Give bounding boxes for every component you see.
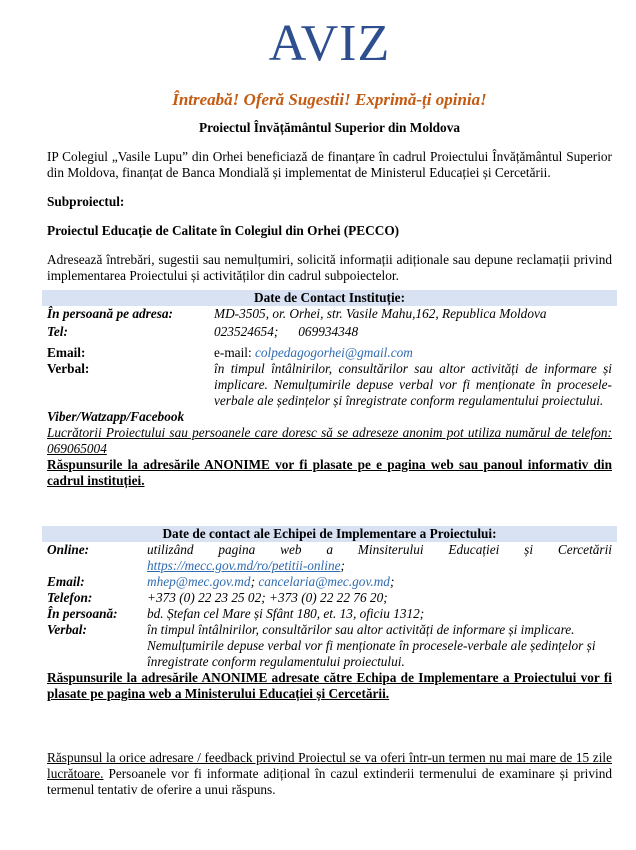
team-telefon-row [47,590,612,606]
link-semicolon: ; [340,558,345,573]
footer-underlined-text: Răspunsul la orice adresare / feedback privind Proiectul se va oferi într-un termen nu mai mare de 15 zile lucrătoare. [47,750,612,781]
institution-tel-2: 069934348 [298,324,359,339]
spacer [47,702,612,750]
page-title: AVIZ [268,15,391,72]
institution-in-person-row [47,306,612,322]
document-page [47,0,612,798]
team-in-person-row [47,606,612,622]
spacer [47,489,612,520]
team-online-label: Online: [47,542,90,557]
institution-email-prefix: e-mail: [214,345,255,360]
institution-contact-header: Date de Contact Instituție: [42,290,617,306]
address-paragraph: Adresează întrebări, sugestii sau nemulțumiri, solicită informații adiționale sau depune reclamații privind implementarea Proiectului și activităților din cadrul subpoiectelor. [47,252,612,283]
institution-email-link[interactable]: colpedagogorhei@gmail.com [254,345,413,360]
team-online-link-wrap [147,558,612,574]
institution-in-person-label: În persoană pe adresa: [47,306,173,321]
team-email-2-link[interactable]: cancelaria@mec.gov.md [258,574,390,589]
team-verbal-row [47,622,612,670]
team-anon-notice: Răspunsurile la adresările ANONIME adresate către Echipa de Implementare a Proiectului vor fi plasate pe pagina web a Ministerului Educației și Cercetării. [47,670,612,701]
viber-label: Viber/Watzapp/Facebook [47,409,185,424]
team-email-1-link[interactable]: mhep@mec.gov.md [147,574,251,589]
footer-paragraph [47,750,612,798]
project-title: Proiectul Învățământul Superior din Moldova [198,120,461,135]
institution-email-value [214,345,612,361]
institution-tel-1: 023524654; [214,324,279,339]
viber-text: Lucrătorii Proiectului sau persoanele care doresc să se adreseze anonim pot utiliza numărul de telefon: 069065004 [47,425,612,456]
team-email-row [47,574,612,590]
intro-paragraph: IP Colegiul „Vasile Lupu” din Orhei beneficiază de finanțare în cadrul Proiectului Învățământul Superior din Moldova, finanțat de Banca Mondială și implementat de Ministerul Educației și Cercetării. [47,149,612,180]
institution-verbal-row [47,361,612,409]
institution-anon-notice: Răspunsurile la adresările ANONIME vor fi plasate pe e pagina web sau panoul informativ din cadrul instituției. [47,457,612,488]
footer-rest-text: Persoanele vor fi informate adițional în cazul extinderii termenului de examinare și privind termenul tentativ de oferire a unui răspuns. [47,766,612,797]
institution-email-row [47,345,612,361]
slogan: Întreabă! Oferă Sugestii! Exprimă-ți opinia! [172,90,487,109]
institution-in-person-value: MD-3505, or. Orhei, str. Vasile Mahu,162, Republica Moldova [214,306,547,321]
team-online-link-row [47,558,612,574]
subproject-label: Subproiectul: [47,194,125,209]
petitii-online-link[interactable]: https://mecc.gov.md/ro/petitii-online [147,558,341,573]
team-in-person-value: bd. Ștefan cel Mare și Sfânt 180, et. 13, oficiu 1312; [147,606,425,621]
institution-email-label: Email: [47,345,86,360]
institution-tel-label: Tel: [47,324,68,339]
team-telefon-label: Telefon: [47,590,93,605]
subproject-name: Proiectul Educație de Calitate în Colegiul din Orhei (PECCO) [47,223,400,238]
team-email-label: Email: [47,574,85,589]
team-email-value: mhep@mec.gov.md; cancelaria@mec.gov.md; [147,574,395,589]
team-online-value: utilizând pagina web a Minsiterului Educației și Cercetării [147,542,612,557]
team-online-row [47,542,612,558]
team-telefon-value: +373 (0) 22 23 25 02; +373 (0) 22 22 76 20; [147,590,388,605]
team-in-person-label: În persoană: [47,606,118,621]
institution-tel-value [214,324,612,340]
team-contact-header: Date de contact ale Echipei de Implementare a Proiectului: [42,526,617,542]
team-verbal-value: în timpul întâlnirilor, consultărilor sau altor activități de informare și implicare. Nemulțumirile depuse verbal vor fi menționate în procesele-verbale ale ședințelor și înregistrate conform regulamentului proiectului. [147,622,596,669]
institution-tel-row [47,324,612,340]
team-verbal-label: Verbal: [47,622,87,637]
institution-verbal-label: Verbal: [47,361,90,376]
institution-verbal-value: în timpul întâlnirilor, consultărilor sau altor activități de informare și implicare. Nemulțumirile depuse verbal vor fi menționate în procesele-verbale ale ședințelor și înregistrate conform regulamentului proiectului. [214,361,612,408]
